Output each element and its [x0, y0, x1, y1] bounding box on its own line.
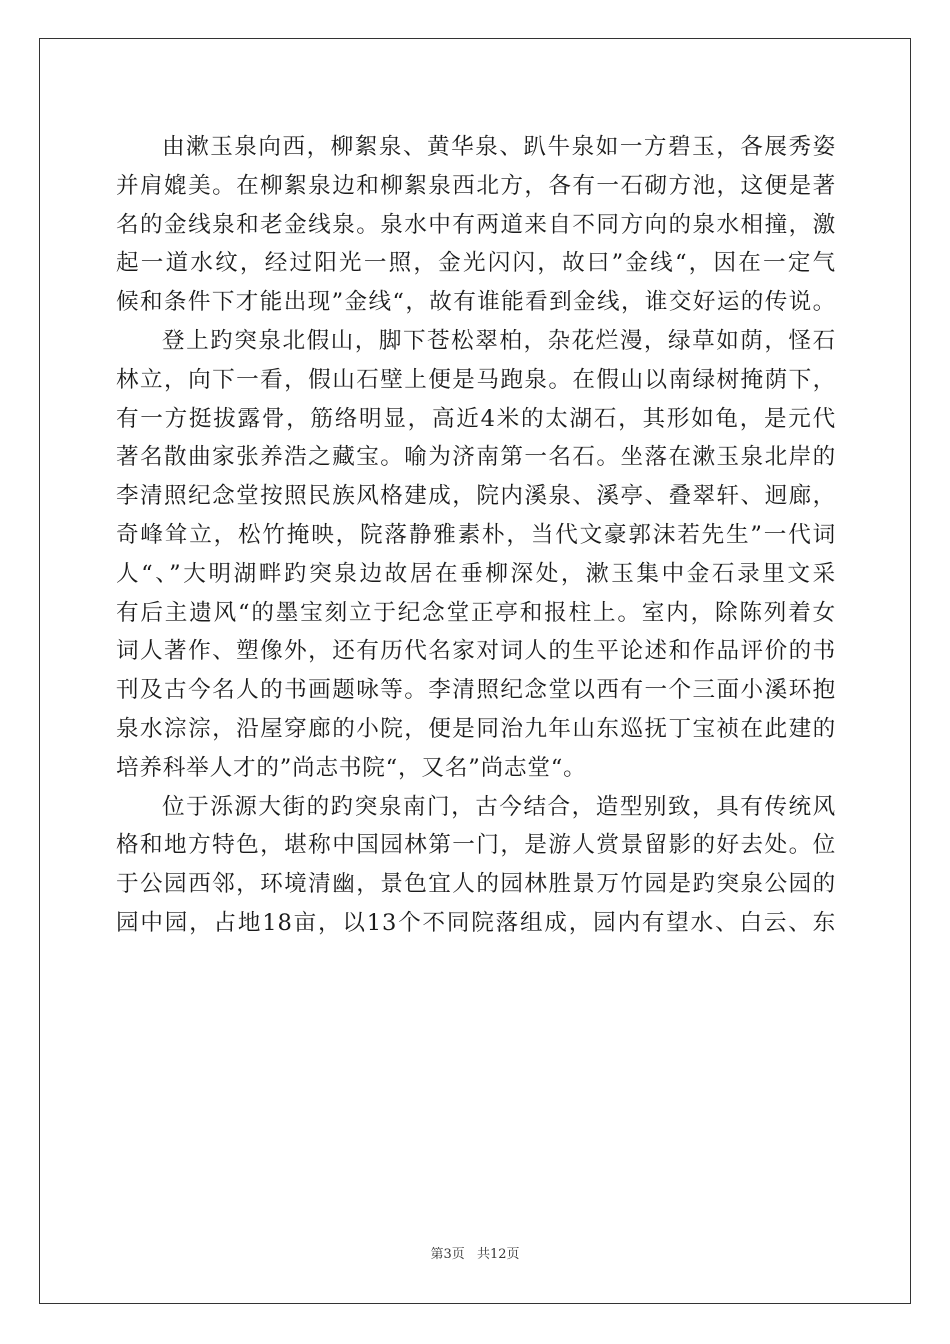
- current-page-number: 第3页: [430, 1247, 465, 1262]
- text-line: 词人著作、塑像外，还有历代名家对词人的生平论述和作品评价的书: [116, 638, 836, 665]
- text-line: 候和条件下才能出现”金线“，故有谁能看到金线，谁交好运的传说。: [116, 289, 836, 316]
- paragraph-3: [116, 788, 836, 943]
- text-line: 于公园西邻，环境清幽，景色宜人的园林胜景万竹园是趵突泉公园的: [116, 871, 836, 898]
- text-line: 起一道水纹，经过阳光一照，金光闪闪，故曰”金线“，因在一定气: [116, 250, 836, 277]
- text-line: 有一方挺拔露骨，筋络明显，高近4米的太湖石，其形如龟，是元代: [116, 405, 836, 432]
- text-line: 格和地方特色，堪称中国园林第一门，是游人赏景留影的好去处。位: [116, 832, 836, 859]
- text-line: 位于泺源大街的趵突泉南门，古今结合，造型别致，具有传统风: [162, 793, 836, 820]
- text-line: 人“、”大明湖畔趵突泉边故居在垂柳深处，漱玉集中金石录里文采: [116, 560, 836, 587]
- text-line: 并肩媲美。在柳絮泉边和柳絮泉西北方，各有一石砌方池，这便是著: [116, 172, 836, 199]
- text-line: 登上趵突泉北假山，脚下苍松翠柏，杂花烂漫，绿草如荫，怪石: [162, 327, 836, 354]
- text-line: 刊及古今名人的书画题咏等。李清照纪念堂以西有一个三面小溪环抱: [116, 677, 836, 704]
- text-line: 名的金线泉和老金线泉。泉水中有两道来自不同方向的泉水相撞，激: [116, 211, 836, 238]
- text-line: 培养科举人才的”尚志书院“，又名”尚志堂“。: [116, 754, 587, 781]
- document-body: [116, 128, 836, 943]
- text-line: 林立，向下一看，假山石壁上便是马跑泉。在假山以南绿树掩荫下，: [116, 366, 836, 393]
- text-line: 李清照纪念堂按照民族风格建成，院内溪泉、溪亭、叠翠轩、迥廊，: [116, 483, 836, 510]
- text-line: 园中园，占地18亩，以13个不同院落组成，园内有望水、白云、东: [116, 909, 836, 936]
- paragraph-2: [116, 322, 836, 788]
- text-line: 著名散曲家张养浩之藏宝。喻为济南第一名石。坐落在漱玉泉北岸的: [116, 444, 836, 471]
- text-line: 奇峰耸立，松竹掩映，院落静雅素朴，当代文豪郭沫若先生”一代词: [116, 521, 836, 548]
- text-line: 有后主遗风“的墨宝刻立于纪念堂正亭和报柱上。室内，除陈列着女: [116, 599, 836, 626]
- page-footer: [0, 1243, 950, 1262]
- total-pages: 共12页: [476, 1247, 520, 1262]
- text-line: 由漱玉泉向西，柳絮泉、黄华泉、趴牛泉如一方碧玉，各展秀姿: [162, 134, 836, 160]
- text-line: 泉水淙淙，沿屋穿廊的小院，便是同治九年山东巡抚丁宝祯在此建的: [116, 715, 836, 742]
- paragraph-1: [116, 128, 836, 322]
